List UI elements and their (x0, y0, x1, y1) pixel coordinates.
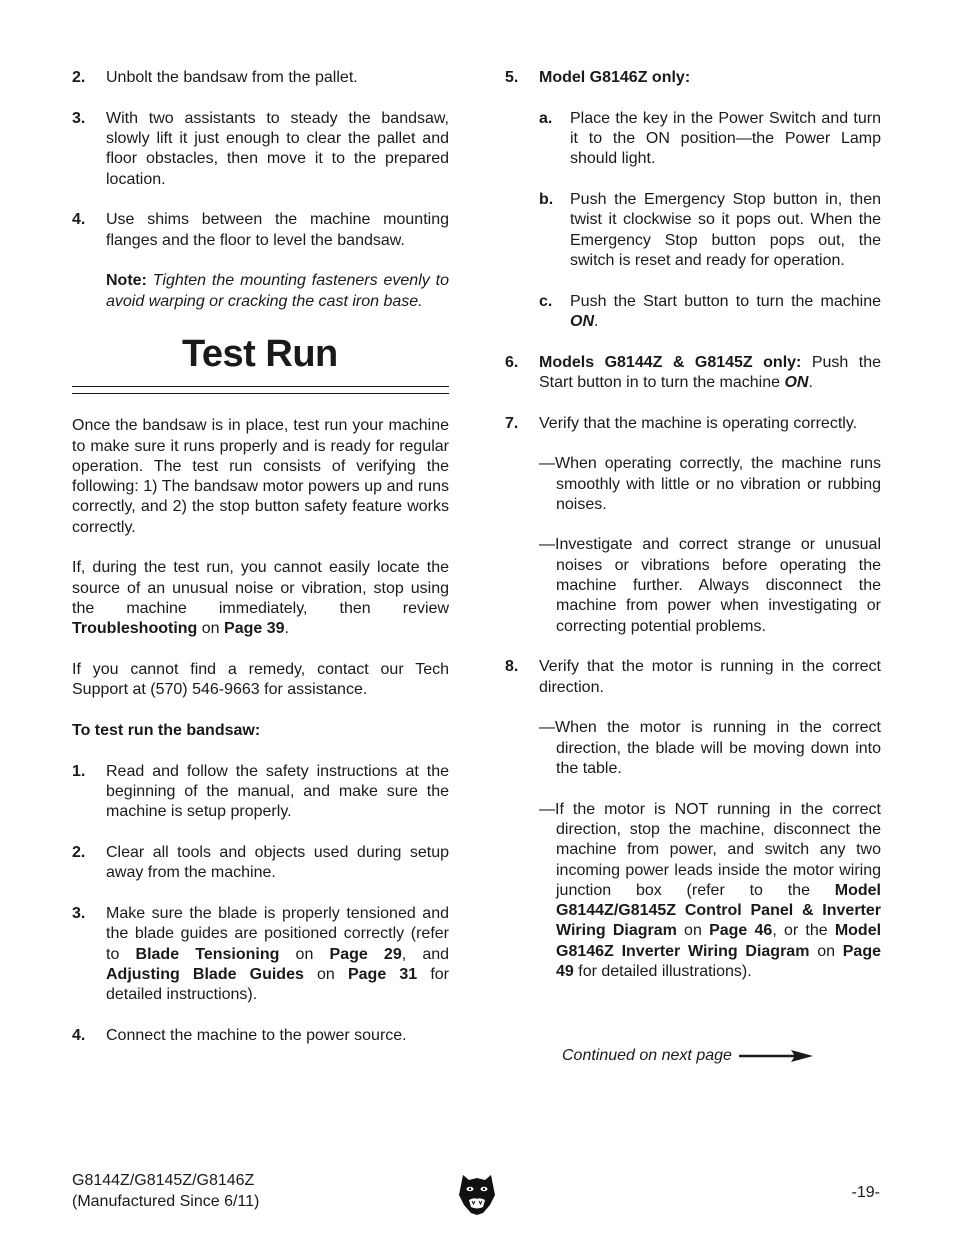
step-text: Make sure the blade is properly tensioned and the blade guides are positioned correctly (refer to Blade Tensioning on Page 29, and Adjusting Blade Guides on Page 31 for detailed instructions). (106, 904, 450, 1004)
step-7-detail-2: —Investigate and correct strange or unusual noises or vibrations before operating the machine further. Always disconnect the machine from power when investigating or correcting potential problems. (539, 536, 881, 635)
heading-rule (72, 386, 449, 394)
step-number: 8. (505, 658, 519, 676)
substep-b (539, 190, 881, 271)
step-text: Read and follow the safety instructions at the beginning of the manual, and make sure the machine is setup properly. (106, 762, 449, 821)
step-text: Clear all tools and objects used during setup away from the machine. (106, 843, 449, 882)
footer-model-info (72, 1171, 259, 1212)
test-step-2 (72, 843, 449, 884)
step-3 (72, 109, 449, 190)
step-text: Use shims between the machine mounting flanges and the floor to level the bandsaw. (106, 211, 449, 249)
substep-text: Push the Start button to turn the machine ON. (570, 292, 881, 330)
step-number: 3. (72, 109, 86, 127)
substep-c (539, 292, 881, 333)
step-7-detail-1: —When operating correctly, the machine runs smoothly with little or no vibration or rubbing noises. (539, 455, 881, 513)
test-step-4 (72, 1026, 449, 1046)
step-8-detail-2: —If the motor is NOT running in the correct direction, stop the machine, disconnect the machine from power, and switch any two incoming power leads inside the motor wiring junction box (refer to the Model G8144Z/G8145Z Control Panel & Inverter Wiring Diagram on Page 46, or the Model G8146Z Inverter Wiring Diagram on Page 49 for detailed illustrations). (539, 800, 882, 980)
page-number: -19- (851, 1184, 880, 1201)
substep-text: Place the key in the Power Switch and turn it to the ON position—the Power Lamp should light. (570, 109, 881, 168)
step-text: With two assistants to steady the bandsaw, slowly lift it just enough to clear the pallet and floor obstacles, then move it to the prepared location. (106, 109, 449, 188)
note (106, 271, 449, 312)
test-step-3 (72, 904, 449, 1005)
tech-support-paragraph: If you cannot find a remedy, contact our Tech Support at (570) 546-9663 for assistance. (72, 660, 449, 699)
substep-text: Push the Emergency Stop button in, then twist it clockwise so it pops out. When the Emergency Stop button pops out, the switch is reset and ready for operation. (570, 190, 881, 269)
step-number: 3. (72, 904, 86, 922)
section-heading: Test Run (182, 333, 338, 376)
continued-text: Continued on next page (562, 1047, 732, 1064)
step-number: 5. (505, 69, 519, 86)
right-column (505, 68, 881, 1003)
procedure-subheading: To test run the bandsaw: (72, 721, 261, 739)
note-text: Tighten the mounting fasteners evenly to avoid warping or cracking the cast iron base. (106, 272, 449, 310)
step-text: Verify that the motor is running in the correct direction. (539, 658, 881, 696)
bear-head-logo-icon (457, 1171, 497, 1215)
step-number: 4. (72, 211, 86, 229)
continued-notice (562, 1046, 813, 1066)
substep-a (539, 109, 881, 170)
test-step-8 (505, 657, 881, 698)
footer-manufactured: (Manufactured Since 6/11) (72, 1192, 260, 1210)
arrow-right-icon (739, 1049, 813, 1063)
step-4 (72, 210, 449, 251)
substep-letter: b. (539, 190, 554, 208)
step-number: 6. (505, 353, 519, 371)
step-text: Models G8144Z & G8145Z only: Push the Start button in to turn the machine ON. (539, 353, 881, 391)
step-2 (72, 68, 449, 88)
test-step-5 (505, 68, 881, 88)
step-number: 2. (72, 69, 86, 86)
step-text: Model G8146Z only: (539, 69, 691, 86)
test-step-6 (505, 353, 881, 394)
troubleshooting-paragraph: If, during the test run, you cannot easily locate the source of an unusual noise or vibration, stop using the machine immediately, then review Troubleshooting on Page 39. (72, 559, 449, 638)
step-number: 7. (505, 414, 519, 432)
step-number: 4. (72, 1026, 86, 1044)
substep-letter: c. (539, 292, 553, 310)
step-number: 2. (72, 843, 86, 861)
step-text: Connect the machine to the power source. (106, 1026, 407, 1044)
test-step-7 (505, 414, 881, 434)
step-8-detail-1: —When the motor is running in the correct direction, the blade will be moving down into the table. (539, 719, 881, 777)
intro-paragraph: Once the bandsaw is in place, test run your machine to make sure it runs properly and is ready for regular operation. The test run consists of verifying the following: 1) The bandsaw motor powers up and runs correctly, and 2) the stop button safety feature works correctly. (72, 417, 449, 536)
step-number: 1. (72, 762, 86, 780)
footer-models: G8144Z/G8145Z/G8146Z (72, 1172, 255, 1189)
test-step-1 (72, 762, 449, 823)
step-text: Verify that the machine is operating correctly. (539, 414, 858, 432)
note-label: Note: (106, 272, 147, 290)
left-column (72, 68, 449, 1066)
step-text: Unbolt the bandsaw from the pallet. (106, 69, 358, 86)
substep-letter: a. (539, 109, 553, 127)
